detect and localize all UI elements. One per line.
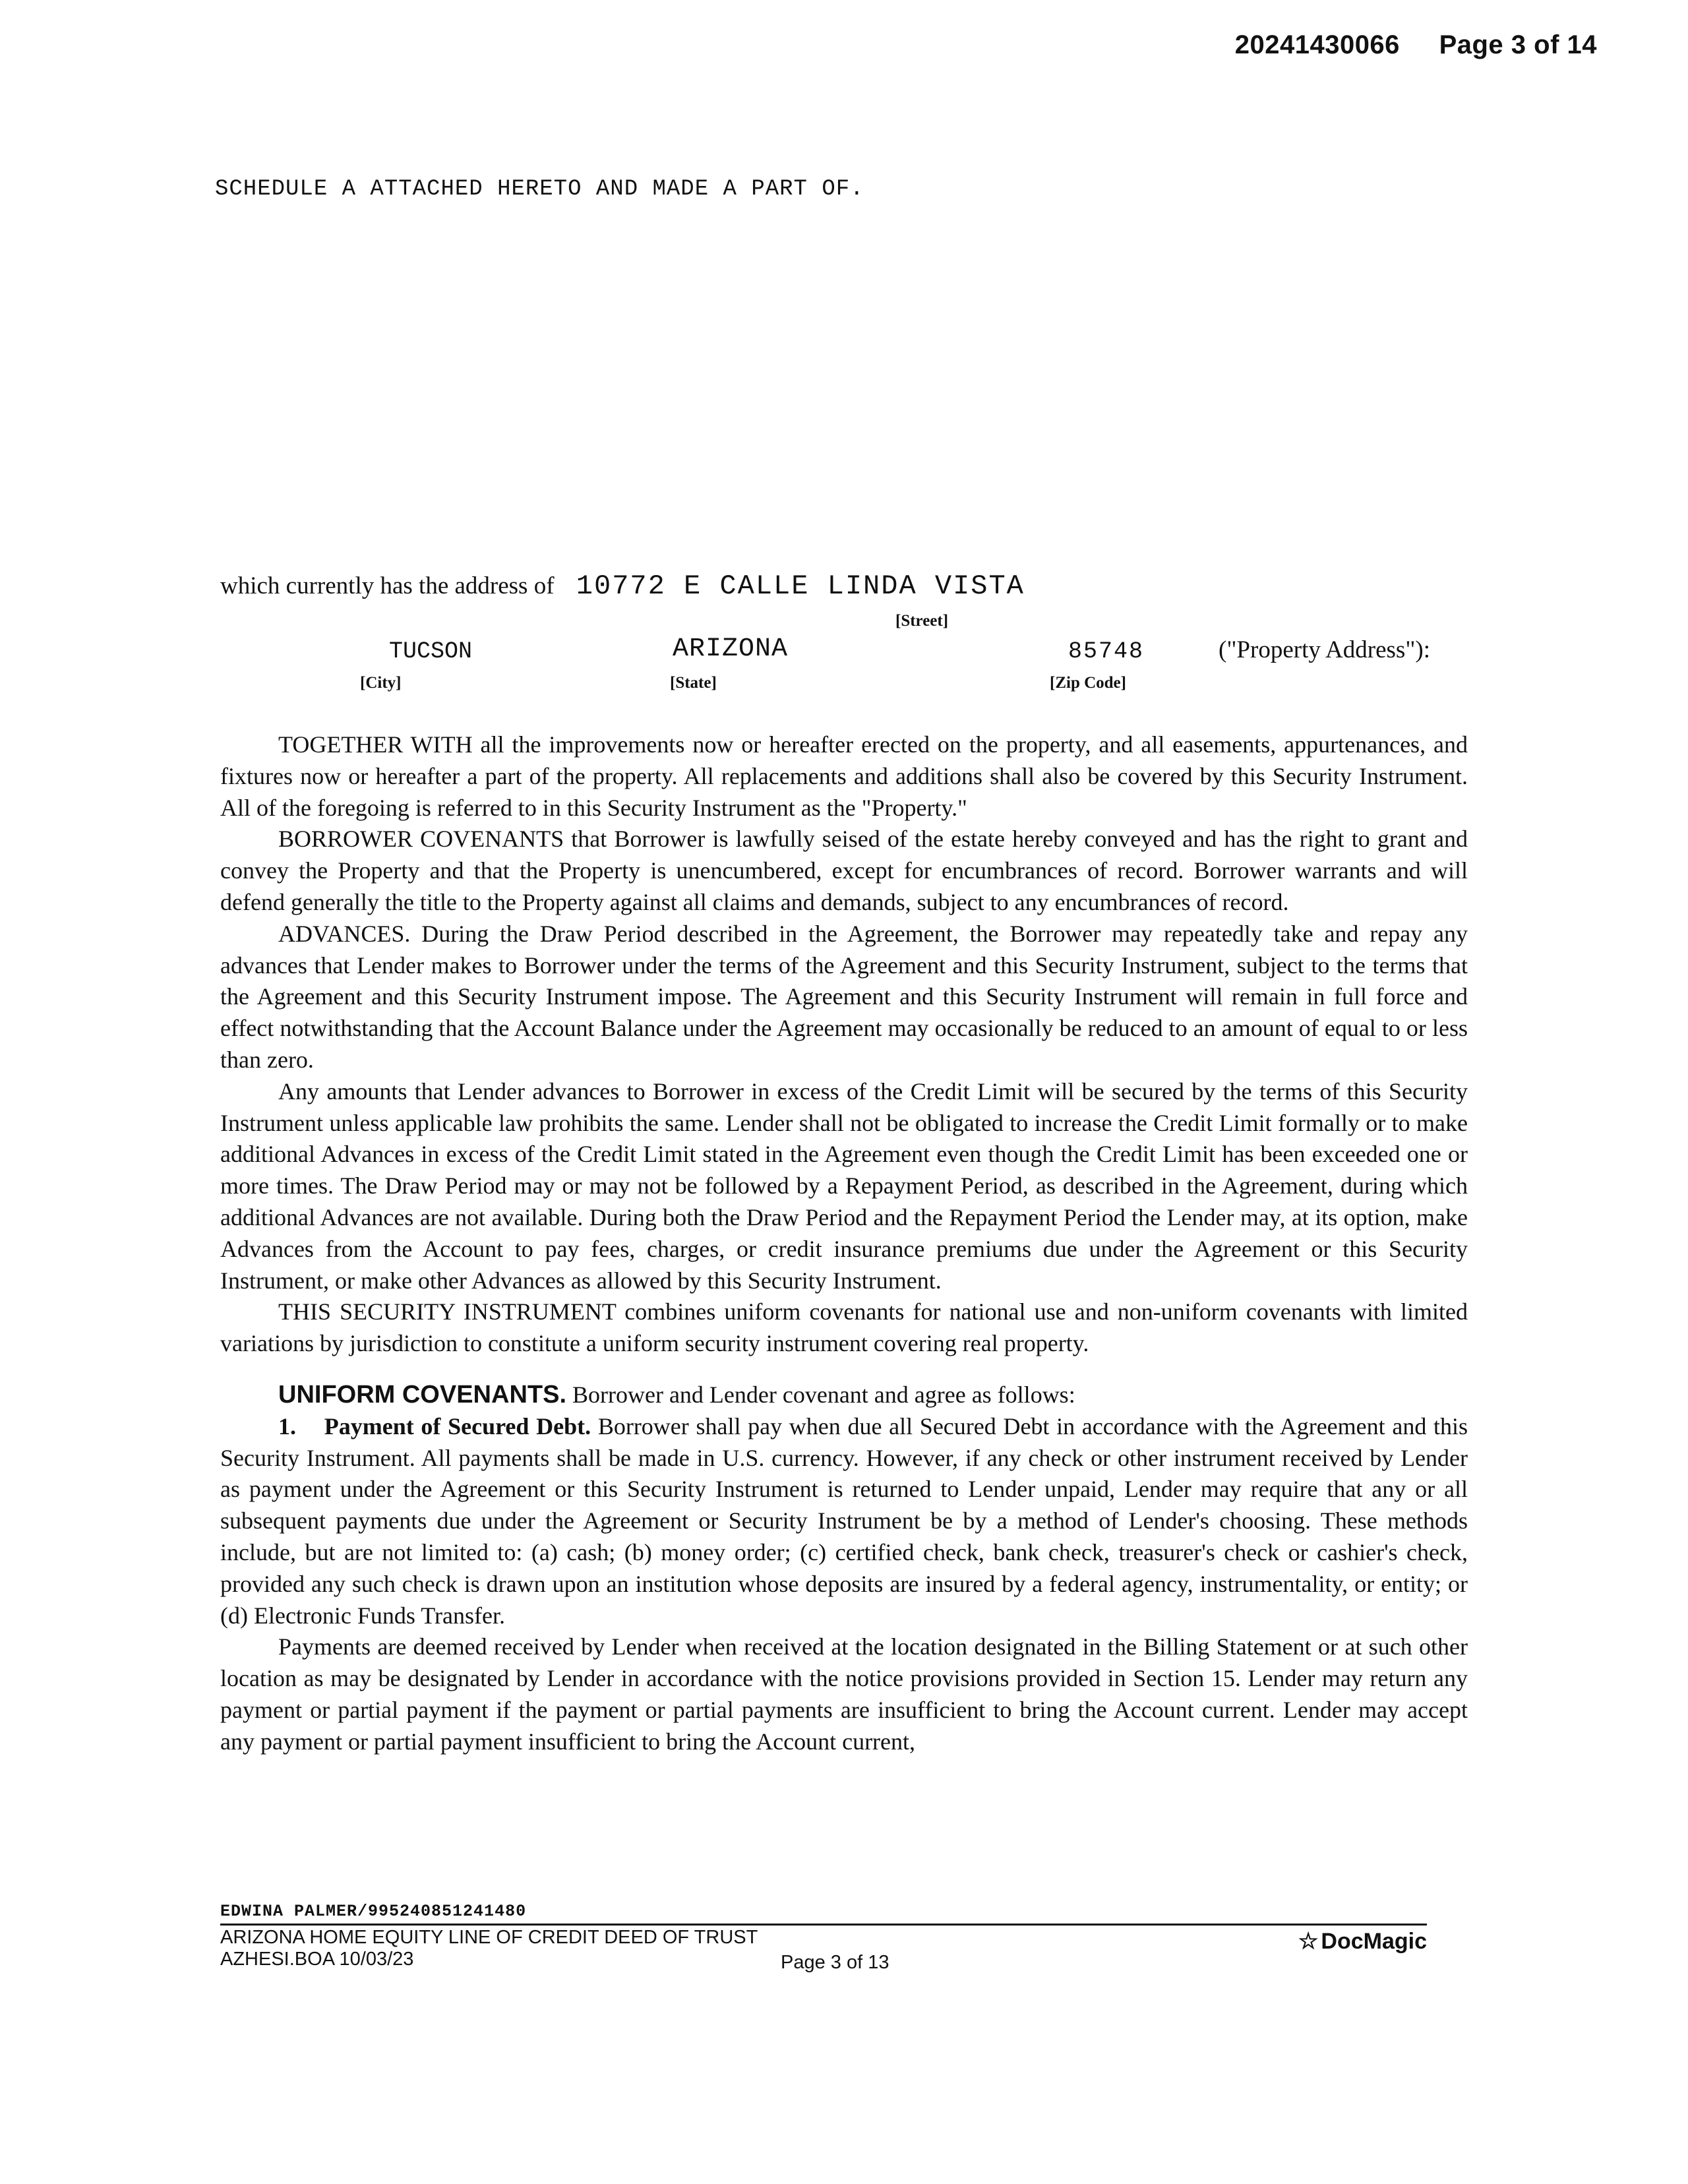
star-outline-icon: ☆ xyxy=(1298,1929,1319,1954)
page-footer xyxy=(220,1902,1427,1973)
street-caption: [Street] xyxy=(895,612,949,630)
recording-page-label: Page 3 of 14 xyxy=(1439,30,1597,59)
docmagic-logo xyxy=(1298,1928,1427,1955)
brand-name: DocMagic xyxy=(1321,1929,1427,1954)
paragraph-amounts: Any amounts that Lender advances to Borrower in excess of the Credit Limit will be secured by the terms of this Security Instrument unless applicable law prohibits the same. Lender shall not be obligated to increase the Credit Limit formally or to make additional Advances in excess of the Credit Limit stated in the Agreement even though the Credit Limit has been exceeded one or more times. The Draw Period may or may not be followed by a Repayment Period, as described in the Agreement, during which additional Advances are not available. During both the Draw Period and the Repayment Period the Lender may, at its option, make Advances from the Account to pay fees, charges, or credit insurance premiums due under the Agreement or this Security Instrument, or make other Advances as allowed by this Security Instrument. xyxy=(220,1077,1468,1294)
paragraph-together-with: TOGETHER WITH all the improvements now or hereafter erected on the property, and all easements, appurtenances, and fixtures now or hereafter a part of the property. All replacements and additions shall also be covered by this Security Instrument. All of the foregoing is referred to in this Security Instrument as the "Property." xyxy=(220,731,1468,821)
section-1-number: 1. xyxy=(278,1412,296,1440)
borrower-id: EDWINA PALMER/995240851241480 xyxy=(220,1902,527,1921)
document-body xyxy=(220,729,1468,1758)
state-value: ARIZONA xyxy=(673,634,789,664)
paragraph-payments: Payments are deemed received by Lender when received at the location designated in the Billing Statement or at such other location as may be designated by Lender in accordance with the notice provisions provided in Section 15. Lender may return any payment or partial payment if the payment or partial payments are insufficient to bring the Account current. Lender may accept any payment or partial payment insufficient to bring the Account current, xyxy=(220,1633,1468,1755)
street-address: 10772 E CALLE LINDA VISTA xyxy=(576,570,1025,602)
paragraph-uniform-covenants xyxy=(220,1380,1468,1411)
city-value: TUCSON xyxy=(389,638,473,665)
property-address-label: ("Property Address"): xyxy=(1219,636,1431,663)
recording-header xyxy=(1235,30,1597,60)
state-caption: [State] xyxy=(670,674,717,692)
address-intro: which currently has the address of xyxy=(220,572,555,599)
form-title: ARIZONA HOME EQUITY LINE OF CREDIT DEED OF TRUST xyxy=(220,1927,758,1948)
paragraph-borrower-covenants: BORROWER COVENANTS that Borrower is lawfully seised of the estate hereby conveyed and has the right to grant and convey the Property and that the Property is unencumbered, except for encumbrances of record. Borrower warrants and will defend generally the title to the Property against all claims and demands, subject to any encumbrances of record. xyxy=(220,826,1468,915)
schedule-line: SCHEDULE A ATTACHED HERETO AND MADE A PART OF. xyxy=(215,177,864,202)
address-line xyxy=(220,570,1025,602)
form-page: Page 3 of 13 xyxy=(781,1952,889,1973)
zip-caption: [Zip Code] xyxy=(1050,674,1126,692)
uniform-covenants-heading: UNIFORM COVENANTS. xyxy=(278,1380,566,1409)
uniform-covenants-text: Borrower and Lender covenant and agree as follows: xyxy=(572,1381,1075,1408)
paragraph-advances: ADVANCES. During the Draw Period described in the Agreement, the Borrower may repeatedly take and repay any advances that Lender makes to Borrower under the terms of the Agreement and this Security Instrument, subject to the terms that the Agreement and this Security Instrument impose. The Agreement and this Security Instrument will remain in full force and effect notwithstanding that the Account Balance under the Agreement may occasionally be reduced to an amount of equal to or less than zero. xyxy=(220,920,1468,1073)
section-1-text: Borrower shall pay when due all Secured Debt in accordance with the Agreement and this Security Instrument. All payments shall be made in U.S. currency. However, if any check or other instrument received by Lender as payment under the Agreement or this Security Instrument is returned to Lender unpaid, Lender may require that any or all subsequent payments due under the Agreement or Security Instrument be by a method of Lender's choosing. These methods include, but are not limited to: (a) cash; (b) money order; (c) certified check, bank check, treasurer's check or cashier's check, provided any such check is drawn upon an institution whose deposits are insured by a federal agency, instrumentality, or entity; or (d) Electronic Funds Transfer. xyxy=(220,1412,1468,1629)
city-caption: [City] xyxy=(360,674,402,692)
zip-value: 85748 xyxy=(1068,638,1145,665)
section-1-title: Payment of Secured Debt. xyxy=(324,1412,591,1440)
form-id: AZHESI.BOA 10/03/23 xyxy=(220,1949,414,1970)
footer-rule xyxy=(220,1924,1427,1926)
paragraph-this-instrument: THIS SECURITY INSTRUMENT combines uniform covenants for national use and non-uniform covenants with limited variations by jurisdiction to constitute a uniform security instrument covering real property. xyxy=(220,1298,1468,1357)
recording-number: 20241430066 xyxy=(1234,30,1400,59)
paragraph-section-1 xyxy=(220,1411,1468,1632)
